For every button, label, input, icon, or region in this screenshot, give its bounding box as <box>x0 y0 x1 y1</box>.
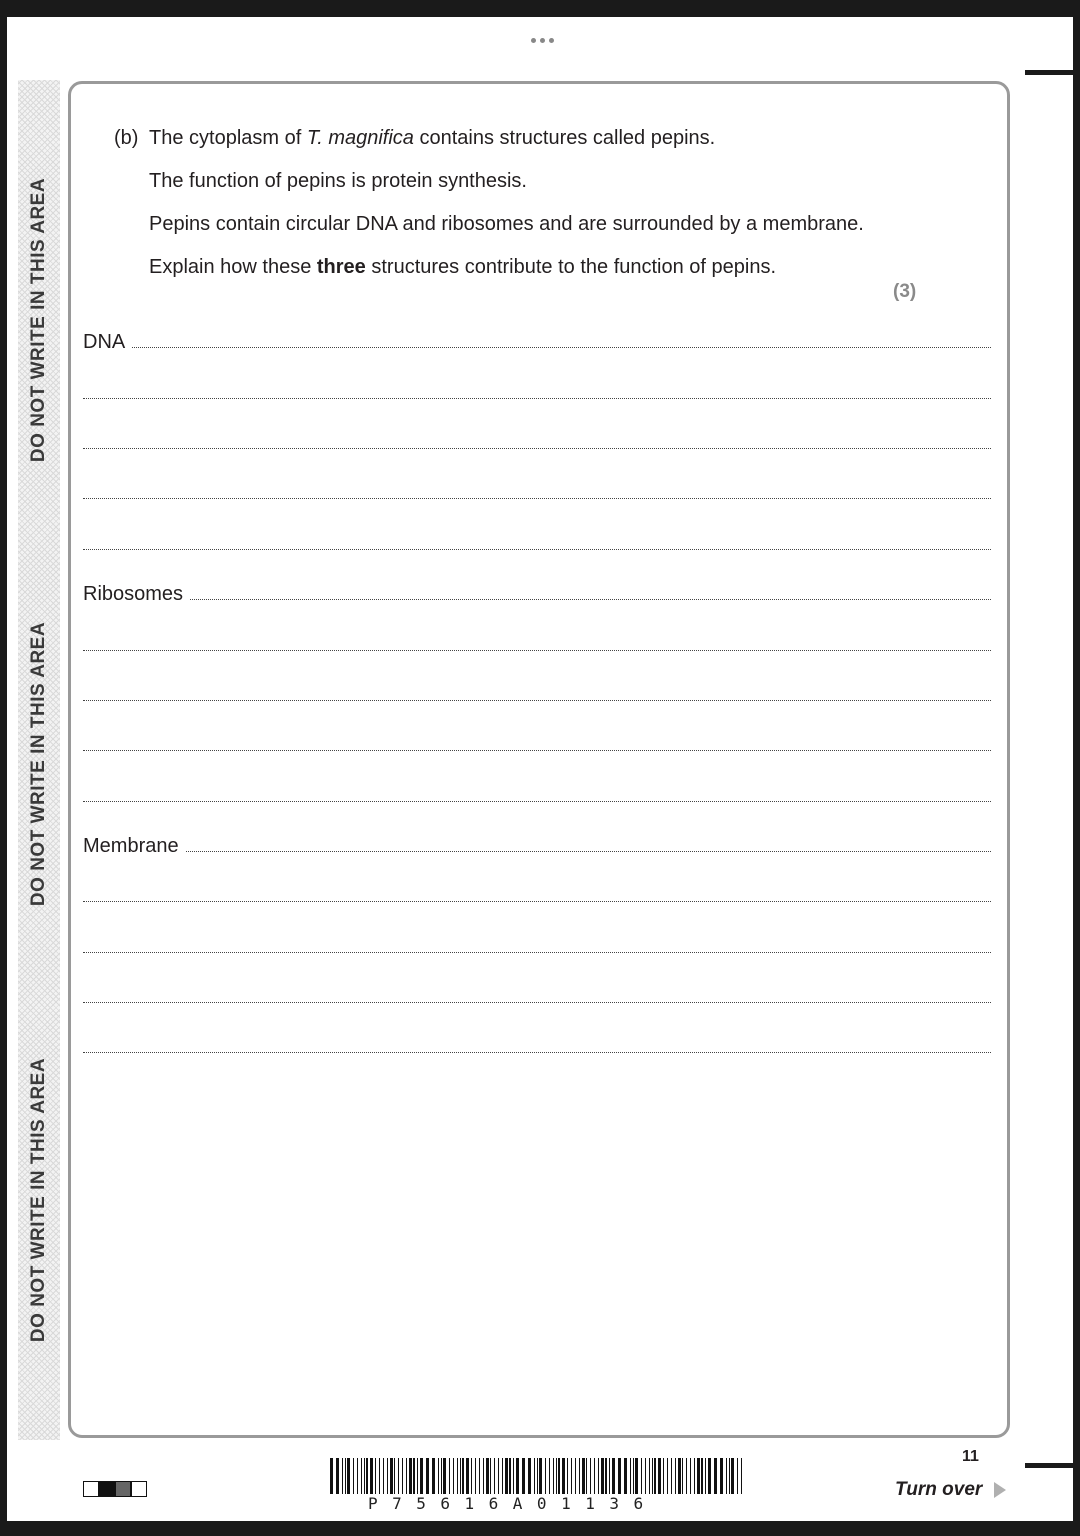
barcode-bar <box>697 1458 700 1494</box>
barcode-bar <box>361 1458 362 1494</box>
barcode-bar <box>471 1458 472 1494</box>
barcode-bar <box>598 1458 599 1494</box>
barcode-bar <box>737 1458 738 1494</box>
margin-warning-text: DO NOT WRITE IN THIS AREA <box>28 621 49 907</box>
barcode-bar <box>675 1458 676 1494</box>
answer-line[interactable] <box>83 650 991 651</box>
barcode-bar <box>509 1458 511 1494</box>
barcode-bar <box>457 1458 458 1494</box>
barcode-bar <box>652 1458 653 1494</box>
barcode-bar <box>690 1458 691 1494</box>
barcode-bar <box>534 1458 535 1494</box>
page-top-dots <box>531 30 561 36</box>
barcode-bar <box>694 1458 695 1494</box>
answer-line[interactable] <box>83 498 991 499</box>
answer-line[interactable] <box>83 398 991 399</box>
barcode-bar <box>553 1458 554 1494</box>
barcode-bar <box>609 1458 610 1494</box>
barcode-bar <box>462 1458 464 1494</box>
barcode-bar <box>502 1458 503 1494</box>
page-number: 11 <box>962 1448 979 1465</box>
barcode-bar <box>729 1458 730 1494</box>
barcode-bar <box>409 1458 412 1494</box>
barcode-bar <box>667 1458 668 1494</box>
barcode-bar <box>579 1458 580 1494</box>
barcode-bar <box>486 1458 489 1494</box>
barcode-bar <box>364 1458 365 1494</box>
barcode-bar <box>645 1458 646 1494</box>
barcode-bar <box>516 1458 519 1494</box>
emphasis-three: three <box>316 256 366 278</box>
barcode-bar <box>466 1458 469 1494</box>
barcode-bar <box>658 1458 661 1494</box>
answer-line[interactable] <box>83 750 991 751</box>
barcode-bar <box>654 1458 656 1494</box>
barcode-bar <box>562 1458 565 1494</box>
barcode-bar <box>741 1458 742 1494</box>
barcode-bar <box>375 1458 376 1494</box>
barcode-bar <box>612 1458 615 1494</box>
barcode-bar <box>394 1458 395 1494</box>
barcode-bar <box>370 1458 373 1494</box>
barcode-bar <box>479 1458 480 1494</box>
registration-mark-top <box>1025 70 1073 75</box>
question-line-2: The function of pepins is protein synthesis. <box>149 170 527 192</box>
barcode-bar <box>426 1458 429 1494</box>
answer-line[interactable] <box>83 448 991 449</box>
barcode-bar <box>505 1458 508 1494</box>
answer-line[interactable] <box>83 901 991 902</box>
barcode-bar <box>330 1458 333 1494</box>
barcode-bar <box>353 1458 354 1494</box>
barcode-bar <box>556 1458 557 1494</box>
answer-line[interactable] <box>83 549 991 550</box>
barcode-bar <box>605 1458 607 1494</box>
barcode-bar <box>345 1458 346 1494</box>
barcode-bar <box>558 1458 560 1494</box>
answer-label-membrane: Membrane <box>83 834 185 858</box>
answer-line[interactable] <box>83 851 991 852</box>
barcode-bar <box>432 1458 435 1494</box>
barcode-bar <box>357 1458 358 1494</box>
answer-line[interactable] <box>83 347 991 348</box>
barcode-bar <box>635 1458 638 1494</box>
answer-line[interactable] <box>83 952 991 953</box>
barcode-bar <box>582 1458 585 1494</box>
margin-warning-text: DO NOT WRITE IN THIS AREA <box>28 1057 49 1343</box>
margin-warning-text: DO NOT WRITE IN THIS AREA <box>28 177 49 463</box>
species-name: T. magnifica <box>306 127 414 149</box>
barcode-bar <box>483 1458 484 1494</box>
marks-available: (3) <box>893 281 917 302</box>
barcode-bar <box>528 1458 531 1494</box>
question-line-4: Explain how these three structures contribute to the function of pepins. <box>149 256 777 278</box>
barcode-bar <box>406 1458 407 1494</box>
answer-line[interactable] <box>83 1052 991 1053</box>
barcode-bar <box>618 1458 621 1494</box>
barcode-bar <box>705 1458 706 1494</box>
barcode <box>330 1458 748 1494</box>
barcode-bar <box>441 1458 442 1494</box>
barcode-bar <box>513 1458 514 1494</box>
barcode-bar <box>347 1458 350 1494</box>
barcode-bar <box>641 1458 642 1494</box>
question-line-3: Pepins contain circular DNA and ribosomes and are surrounded by a membrane. <box>149 213 864 235</box>
barcode-bar <box>522 1458 525 1494</box>
barcode-bar <box>475 1458 476 1494</box>
answer-line[interactable] <box>83 599 991 600</box>
barcode-bar <box>539 1458 542 1494</box>
barcode-bar <box>449 1458 450 1494</box>
barcode-bar <box>336 1458 339 1494</box>
page-marker-boxes <box>83 1481 147 1497</box>
barcode-bar <box>545 1458 546 1494</box>
barcode-bar <box>624 1458 627 1494</box>
barcode-bar <box>633 1458 634 1494</box>
barcode-bar <box>571 1458 572 1494</box>
barcode-bar <box>630 1458 631 1494</box>
barcode-bar <box>575 1458 576 1494</box>
barcode-bar <box>494 1458 495 1494</box>
barcode-bar <box>498 1458 499 1494</box>
barcode-bar <box>383 1458 384 1494</box>
barcode-bar <box>387 1458 388 1494</box>
barcode-bar <box>413 1458 415 1494</box>
barcode-bar <box>594 1458 595 1494</box>
barcode-bar <box>567 1458 568 1494</box>
barcode-bar <box>701 1458 703 1494</box>
barcode-bar <box>731 1458 734 1494</box>
barcode-bar <box>490 1458 491 1494</box>
answer-line[interactable] <box>83 1002 991 1003</box>
barcode-text: P75616A01136 <box>368 1494 658 1513</box>
barcode-bar <box>586 1458 587 1494</box>
barcode-bar <box>708 1458 711 1494</box>
barcode-bar <box>671 1458 672 1494</box>
turn-over-text: Turn over <box>895 1479 983 1500</box>
barcode-bar <box>649 1458 650 1494</box>
barcode-bar <box>438 1458 439 1494</box>
barcode-bar <box>663 1458 664 1494</box>
barcode-bar <box>590 1458 591 1494</box>
barcode-bar <box>549 1458 550 1494</box>
barcode-bar <box>402 1458 403 1494</box>
barcode-bar <box>714 1458 717 1494</box>
answer-label-dna: DNA <box>83 330 131 354</box>
answer-line[interactable] <box>83 801 991 802</box>
barcode-bar <box>390 1458 393 1494</box>
barcode-bar <box>682 1458 683 1494</box>
barcode-bar <box>453 1458 454 1494</box>
barcode-bar <box>420 1458 423 1494</box>
barcode-bar <box>443 1458 446 1494</box>
barcode-bar <box>726 1458 727 1494</box>
turn-over-arrow-icon <box>994 1482 1006 1498</box>
barcode-bar <box>366 1458 368 1494</box>
barcode-bar <box>686 1458 687 1494</box>
barcode-bar <box>460 1458 461 1494</box>
barcode-bar <box>417 1458 418 1494</box>
barcode-bar <box>601 1458 604 1494</box>
question-label: (b) <box>114 127 139 149</box>
answer-label-ribosomes: Ribosomes <box>83 582 189 606</box>
barcode-bar <box>720 1458 723 1494</box>
barcode-bar <box>342 1458 343 1494</box>
barcode-bar <box>678 1458 681 1494</box>
answer-line[interactable] <box>83 700 991 701</box>
question-line-1: The cytoplasm of T. magnifica contains structures called pepins. <box>149 127 716 149</box>
barcode-bar <box>398 1458 399 1494</box>
answer-frame <box>68 81 1010 1438</box>
barcode-bar <box>537 1458 538 1494</box>
barcode-bar <box>379 1458 380 1494</box>
registration-mark-bottom <box>1025 1463 1073 1468</box>
